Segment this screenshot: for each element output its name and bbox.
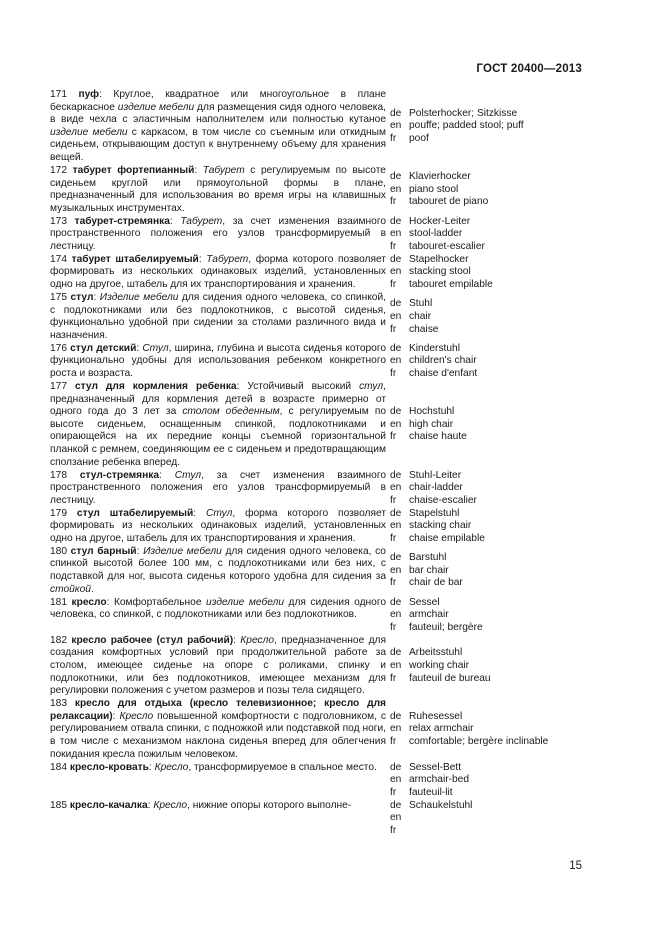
language-codes [390, 254, 407, 292]
language-codes [390, 508, 407, 546]
definition-text: : [233, 634, 241, 646]
language-code-de: de [390, 342, 402, 354]
translation-en: piano stool [409, 183, 459, 195]
term-definition [50, 89, 386, 165]
language-codes [390, 698, 407, 761]
translation-en: armchair-bed [409, 774, 470, 786]
translation-fr: chaise [409, 323, 439, 335]
language-code-fr: fr [390, 431, 397, 443]
term-name: стул детский [70, 342, 137, 354]
definition-text: : [194, 164, 203, 176]
term-definition [50, 800, 386, 838]
term-list [50, 89, 584, 838]
term-reference: Изделие мебели [99, 292, 179, 304]
term-name: пуф [78, 89, 100, 100]
term-reference: изделие мебели [117, 101, 195, 113]
translation-fr: chair de bar [409, 577, 463, 589]
term-name: стул-стремянка [79, 469, 160, 481]
translation-en: pouffe; padded stool; puff [409, 120, 524, 132]
language-codes [390, 381, 407, 469]
translation-fr: chaise haute [409, 431, 467, 443]
translation-de: Kinderstuhl [409, 342, 460, 354]
language-code-fr: fr [390, 494, 397, 506]
language-code-en: en [390, 774, 402, 786]
term-number: 178 [50, 469, 67, 481]
language-codes [390, 762, 407, 800]
language-code-en: en [390, 723, 402, 735]
term-number: 172 [50, 164, 67, 176]
translations [409, 254, 584, 292]
translations [409, 508, 584, 546]
language-code-en: en [390, 228, 402, 240]
term-number: 177 [50, 381, 67, 392]
term-entry [50, 546, 584, 596]
term-number: 173 [50, 215, 67, 227]
language-code-fr: fr [390, 279, 397, 291]
language-codes [390, 597, 407, 635]
translation-en: working chair [409, 660, 470, 672]
translation-fr: tabouret empilable [409, 279, 493, 291]
language-code-de: de [390, 406, 402, 418]
language-codes [390, 470, 407, 508]
term-name: стул штабелируемый [76, 507, 194, 519]
language-code-fr: fr [390, 323, 397, 335]
translation-de: Stuhl-Leiter [409, 469, 462, 481]
term-number: 179 [50, 507, 67, 519]
language-code-de: de [390, 507, 402, 519]
term-entry [50, 381, 584, 469]
definition-text: для размещения сидя одного человека, в виде чехла с эластичным наполнителем или полностью кутаное [50, 101, 386, 126]
language-code-fr: fr [390, 133, 397, 145]
translation-fr: poof [409, 133, 429, 145]
language-code-de: de [390, 647, 402, 659]
language-code-fr: fr [390, 735, 397, 747]
term-definition [50, 165, 386, 215]
term-entry [50, 89, 584, 165]
translation-fr: chaise d'enfant [409, 368, 478, 380]
term-name: табурет фортепианный [72, 164, 195, 176]
term-entry [50, 635, 584, 698]
language-code-fr: fr [390, 368, 397, 380]
language-code-de: de [390, 107, 402, 119]
language-code-fr: fr [390, 824, 397, 836]
term-number: 181 [50, 596, 67, 608]
definition-text: : Круглое, квадратное или многоугольное в плане бескаркасное [50, 89, 386, 113]
language-code-de: de [390, 215, 402, 227]
definition-text: : [159, 469, 175, 481]
term-name: стул барный [70, 545, 137, 557]
language-code-en: en [390, 266, 402, 278]
language-codes [390, 800, 407, 838]
translations [409, 89, 584, 165]
definition-text: , форма которого позволяет формировать из нескольких одинаковых изделий, установленных одно на другое, штабель для их транспортирования и хранения. [50, 507, 386, 544]
translations [409, 762, 584, 800]
language-code-fr: fr [390, 786, 397, 798]
language-code-de: de [390, 298, 402, 310]
translation-de: Stapelhocker [409, 253, 469, 265]
translations [409, 800, 584, 838]
language-code-de: de [390, 552, 402, 564]
definition-text: , трансформируемое в спальное место. [188, 761, 377, 773]
term-definition [50, 470, 386, 508]
translation-fr: fauteuil-lit [409, 786, 453, 798]
language-code-en: en [390, 812, 402, 824]
language-code-de: de [390, 253, 402, 265]
term-definition [50, 216, 386, 254]
term-number: 185 [50, 799, 67, 811]
translation-en: relax armchair [409, 723, 474, 735]
term-name: стул [70, 292, 94, 304]
term-reference: Кресло [240, 634, 275, 646]
definition-text: : Комфортабельное [106, 596, 207, 608]
term-entry [50, 800, 584, 838]
language-codes [390, 635, 407, 698]
term-definition [50, 254, 386, 292]
translation-de: Ruhesessel [409, 710, 463, 722]
term-definition [50, 546, 386, 596]
language-code-de: de [390, 171, 402, 183]
definition-text: : [136, 342, 143, 354]
translation-en: stool-ladder [409, 228, 463, 240]
term-name: табурет-стремянка [74, 215, 170, 227]
term-entry [50, 698, 584, 761]
term-entry [50, 597, 584, 635]
translations [409, 292, 584, 342]
translations [409, 381, 584, 469]
term-definition [50, 381, 386, 469]
translation-de: Hocker-Leiter [409, 215, 471, 227]
term-entry [50, 470, 584, 508]
definition-text: : [112, 710, 120, 722]
term-definition [50, 343, 386, 381]
translations [409, 470, 584, 508]
language-code-en: en [390, 310, 402, 322]
term-name: кресло рабочее (стул рабочий) [71, 634, 234, 646]
translation-fr: tabouret de piano [409, 196, 489, 208]
definition-text: : Устойчивый высокий [236, 381, 360, 392]
translation-de: Schaukelstuhl [409, 799, 473, 811]
definition-text: , нижние опоры которого выполне- [187, 799, 352, 811]
translation-de: Sessel [409, 596, 440, 608]
term-reference: Стул [174, 469, 202, 481]
term-number: 183 [50, 698, 67, 710]
term-reference: Табурет [180, 215, 223, 227]
term-name: табурет штабелируемый [71, 253, 199, 265]
language-code-en: en [390, 520, 402, 532]
definition-text: : [169, 215, 181, 227]
term-reference: Кресло [153, 799, 188, 811]
language-code-fr: fr [390, 672, 397, 684]
definition-text: : [193, 507, 206, 519]
translation-de: Barstuhl [409, 552, 447, 564]
term-number: 176 [50, 342, 67, 354]
translation-de: Sessel-Bett [409, 761, 462, 773]
term-name: кресло для отдыха (кресло телевизионное; кресло для релаксации) [50, 698, 386, 722]
translation-fr: chaise-escalier [409, 494, 477, 506]
translation-fr: fauteuil de bureau [409, 672, 491, 684]
translation-de: Polsterhocker; Sitzkisse [409, 107, 518, 119]
definition-text: , с регулируемым по высоте сиденьем, оснащенным спинкой, подлокотниками и опирающейся на их передние концы съемной горизонтальной планкой с ремнем, соединяющим ее с сиденьем и предотвращающим сползание ребенка вперед. [50, 406, 386, 468]
term-entry [50, 343, 584, 381]
page-number: 15 [569, 860, 582, 872]
language-codes [390, 89, 407, 165]
translation-en: stacking stool [409, 266, 471, 278]
language-code-en: en [390, 418, 402, 430]
translation-fr [409, 825, 584, 838]
definition-text: : [198, 253, 207, 265]
definition-text: с каркасом, в том числе со съемным или откидным сиденьем, открывающим доступ к внутреннему объему для хранения вещей. [50, 126, 386, 163]
term-reference: изделие мебели [206, 596, 284, 608]
definition-text: с регулируемым по высоте сиденьем круглой или прямоугольной формы в плане, предназначенный для использования во время игры на клавишных музыкальных инструментах. [50, 164, 386, 214]
language-code-en: en [390, 609, 402, 621]
definition-text: . [90, 583, 94, 595]
term-reference: Изделие мебели [143, 545, 222, 557]
term-reference: Стул [206, 507, 233, 519]
term-reference: Стул [142, 342, 169, 354]
language-code-de: de [390, 761, 402, 773]
translation-en: chair-ladder [409, 482, 463, 494]
definition-text: : [93, 292, 100, 304]
term-number: 171 [50, 89, 67, 100]
term-name: кресло [71, 596, 107, 608]
translation-en: chair [409, 310, 432, 322]
term-reference: Табурет [206, 253, 249, 265]
term-entry [50, 762, 584, 800]
definition-text: , предназначенное для создания комфортных условий при продолжительной работе за столом, имеющее сиденье на опоре с роликами, спинку и подлокотники, или без подлокотников, имеющее механизм для регулировки положения с учетом размеров и позы тела сидящего. [50, 634, 386, 697]
translations [409, 165, 584, 215]
language-code-en: en [390, 183, 402, 195]
translation-fr: comfortable; bergère inclinable [409, 735, 549, 747]
language-code-en: en [390, 355, 402, 367]
term-definition [50, 508, 386, 546]
term-reference: Табурет [202, 164, 245, 176]
term-entry [50, 508, 584, 546]
language-code-fr: fr [390, 621, 397, 633]
term-number: 174 [50, 253, 67, 265]
language-code-de: de [390, 799, 402, 811]
term-name: стул для кормления ребенка [75, 381, 237, 392]
term-name: кресло-качалка [69, 799, 148, 811]
definition-text: : [147, 799, 154, 811]
translations [409, 343, 584, 381]
term-entry [50, 254, 584, 292]
term-definition [50, 597, 386, 635]
language-code-en: en [390, 482, 402, 494]
language-code-fr: fr [390, 240, 397, 252]
term-number: 180 [50, 545, 67, 557]
term-reference: стойкой [50, 583, 91, 595]
term-name: кресло-кровать [69, 761, 149, 773]
translations [409, 597, 584, 635]
definition-text: повышенной комфортности с подголовником, с регулированием отвала спинки, с подножкой или подставкой под ноги, в том числе с механизмом наклона сиденья вперед для облегчения покидания кресла пожилым человеком. [50, 710, 386, 760]
translation-en: children's chair [409, 355, 477, 367]
language-code-fr: fr [390, 196, 397, 208]
language-codes [390, 165, 407, 215]
language-code-en: en [390, 120, 402, 132]
language-code-de: de [390, 596, 402, 608]
translation-de: Stapelstuhl [409, 507, 460, 519]
definition-text: для сидения одного человека, со спинкой, с подлокотниками или без подлокотников, с высотой сиденья, функционально удобной при сидении за столами различного вида и назначения. [50, 292, 386, 341]
definition-text: : [148, 761, 155, 773]
definition-text: для сидения одного человека, со спинкой, с подлокотниками или без подлокотников. [50, 596, 386, 621]
term-entry [50, 216, 584, 254]
term-definition [50, 762, 386, 800]
translation-fr: tabouret-escalier [409, 240, 485, 252]
translation-en: armchair [409, 609, 449, 621]
translation-en [409, 812, 584, 825]
term-entry [50, 292, 584, 342]
document-header: ГОСТ 20400—2013 [476, 63, 582, 75]
language-code-fr: fr [390, 577, 397, 589]
translations [409, 698, 584, 761]
term-definition [50, 635, 386, 698]
language-codes [390, 546, 407, 596]
translation-de: Hochstuhl [409, 406, 455, 418]
translations [409, 635, 584, 698]
translation-de: Stuhl [409, 298, 433, 310]
term-definition [50, 698, 386, 761]
definition-text: , за счет изменения взаимного пространственного положения его узлов трансформируемый в лестницу. [50, 469, 386, 506]
translations [409, 216, 584, 254]
definition-text: , предназначенный для кормления детей в возрасте примерно от одного года до 3 лет за [50, 381, 387, 418]
language-codes [390, 292, 407, 342]
translations [409, 546, 584, 596]
translation-fr: chaise empilable [409, 532, 485, 544]
language-code-en: en [390, 564, 402, 576]
definition-text: : [136, 545, 144, 557]
term-definition [50, 292, 386, 342]
definition-text: , за счет изменения взаимного пространственного положения его узлов трансформируемый в лестницу. [50, 215, 386, 252]
term-reference: Кресло [154, 761, 189, 773]
language-codes [390, 343, 407, 381]
definition-text: , ширина, глубина и высота сиденья которого функционально удобны для использования ребенком конкретного роста и возраста. [50, 342, 386, 380]
term-reference: столом обеденным [182, 406, 280, 418]
term-number: 175 [50, 292, 67, 304]
definition-text: , форма которого позволяет формировать из нескольких одинаковых изделий, установленных одно на другое, штабель для их транспортирования и хранения. [50, 253, 386, 291]
term-number: 184 [50, 761, 67, 773]
translation-de: Klavierhocker [409, 171, 471, 183]
term-reference: Кресло [119, 710, 154, 722]
language-code-fr: fr [390, 532, 397, 544]
definition-text: для сидения одного человека, со спинкой высотой более 100 мм, с подлокотниками или без них, с подставкой для ног, высота сиденья которого удобна для сидения за [50, 545, 386, 583]
language-code-de: de [390, 469, 402, 481]
term-reference: стул [359, 381, 384, 392]
language-code-en: en [390, 660, 402, 672]
translation-fr: fauteuil; bergère [409, 621, 483, 633]
language-codes [390, 216, 407, 254]
translation-en: high chair [409, 418, 454, 430]
term-reference: изделие мебели [50, 126, 128, 138]
term-number: 182 [50, 634, 67, 646]
translation-de: Arbeitsstuhl [409, 647, 463, 659]
term-entry [50, 165, 584, 215]
language-code-de: de [390, 710, 402, 722]
translation-en: bar chair [409, 564, 449, 576]
translation-en: stacking chair [409, 520, 472, 532]
